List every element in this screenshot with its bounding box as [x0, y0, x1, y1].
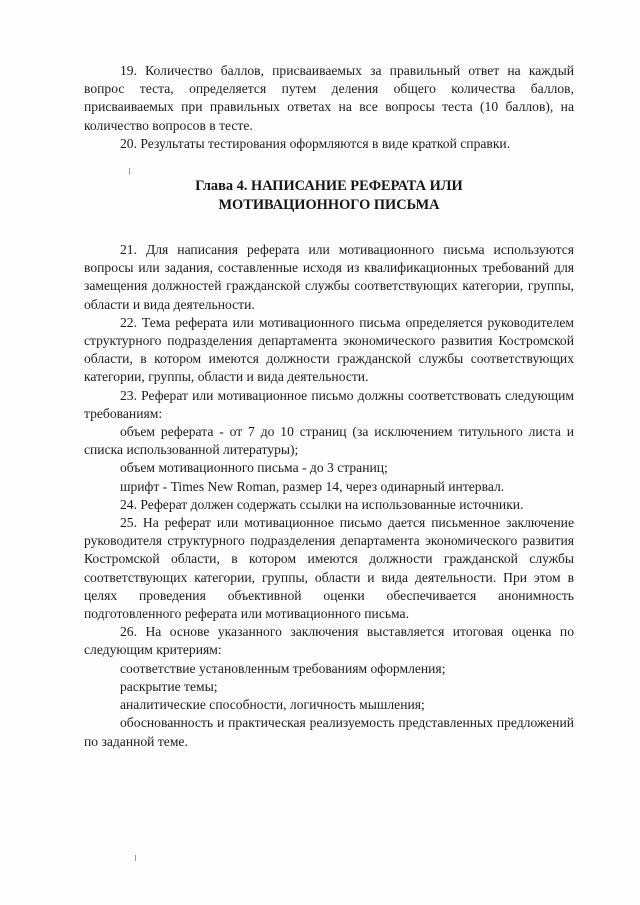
paragraph-21: 21. Для написания реферата или мотивационного письма используются вопросы или задания, составленные исходя из квалификационных требований для замещения должностей гражданской службы соответствующих категории, группы, области и вида деятельности. [84, 242, 574, 312]
paragraph-23: 23. Реферат или мотивационное письмо должны соответствовать следующим требованиям: [84, 387, 574, 421]
chapter-heading-line-2: МОТИВАЦИОННОГО ПИСЬМА [218, 197, 440, 214]
paragraph-20: 20. Результаты тестирования оформляются в виде краткой справки. [120, 135, 511, 151]
requirement-font: шрифт - Times New Roman, размер 14, через одинарный интервал. [120, 478, 505, 494]
chapter-4-heading [84, 177, 574, 215]
paragraph-25: 25. На реферат или мотивационное письмо дается письменное заключение руководителя структурного подразделения департамента экономического развития Костромской области, в котором имеются должности гражданской службы соответствующих категории, группы, области и вида деятельности. При этом в целях проведения объективной оценки обеспечивается анонимность подготовленного реферата или мотивационного письма. [84, 515, 574, 622]
paragraph-26: 26. На основе указанного заключения выставляется итоговая оценка по следующим критериям: [84, 624, 574, 658]
paragraph-19: 19. Количество баллов, присваиваемых за правильный ответ на каждый вопрос теста, определяется путем деления общего количества баллов, присваиваемых при правильных ответах на все вопросы теста (10 баллов), на количество вопросов в тесте. [84, 63, 574, 133]
requirement-report-volume: объем реферата - от 7 до 10 страниц (за исключением титульного листа и списка использованной литературы); [84, 424, 574, 458]
document-body [84, 62, 574, 751]
paragraph-22: 22. Тема реферата или мотивационного письма определяется руководителем структурного подразделения департамента экономического развития Костромской области, в котором имеются должности гражданской службы соответствующих категории, группы, области и вида деятельности. [84, 314, 574, 385]
paragraph-24: 24. Реферат должен содержать ссылки на использованные источники. [120, 496, 524, 512]
scan-mark-bottom [135, 855, 136, 861]
criterion-analytical-skills: аналитические способности, логичность мышления; [120, 697, 425, 713]
criterion-formatting: соответствие установленным требованиям оформления; [120, 660, 446, 676]
chapter-heading-line-1: Глава 4. НАПИСАНИЕ РЕФЕРАТА ИЛИ [195, 178, 463, 195]
criterion-topic-coverage: раскрытие темы; [120, 678, 218, 694]
criterion-feasibility: обоснованность и практическая реализуемость представленных предложений по заданной теме. [84, 715, 574, 749]
requirement-letter-volume: объем мотивационного письма - до 3 страниц; [120, 460, 388, 476]
